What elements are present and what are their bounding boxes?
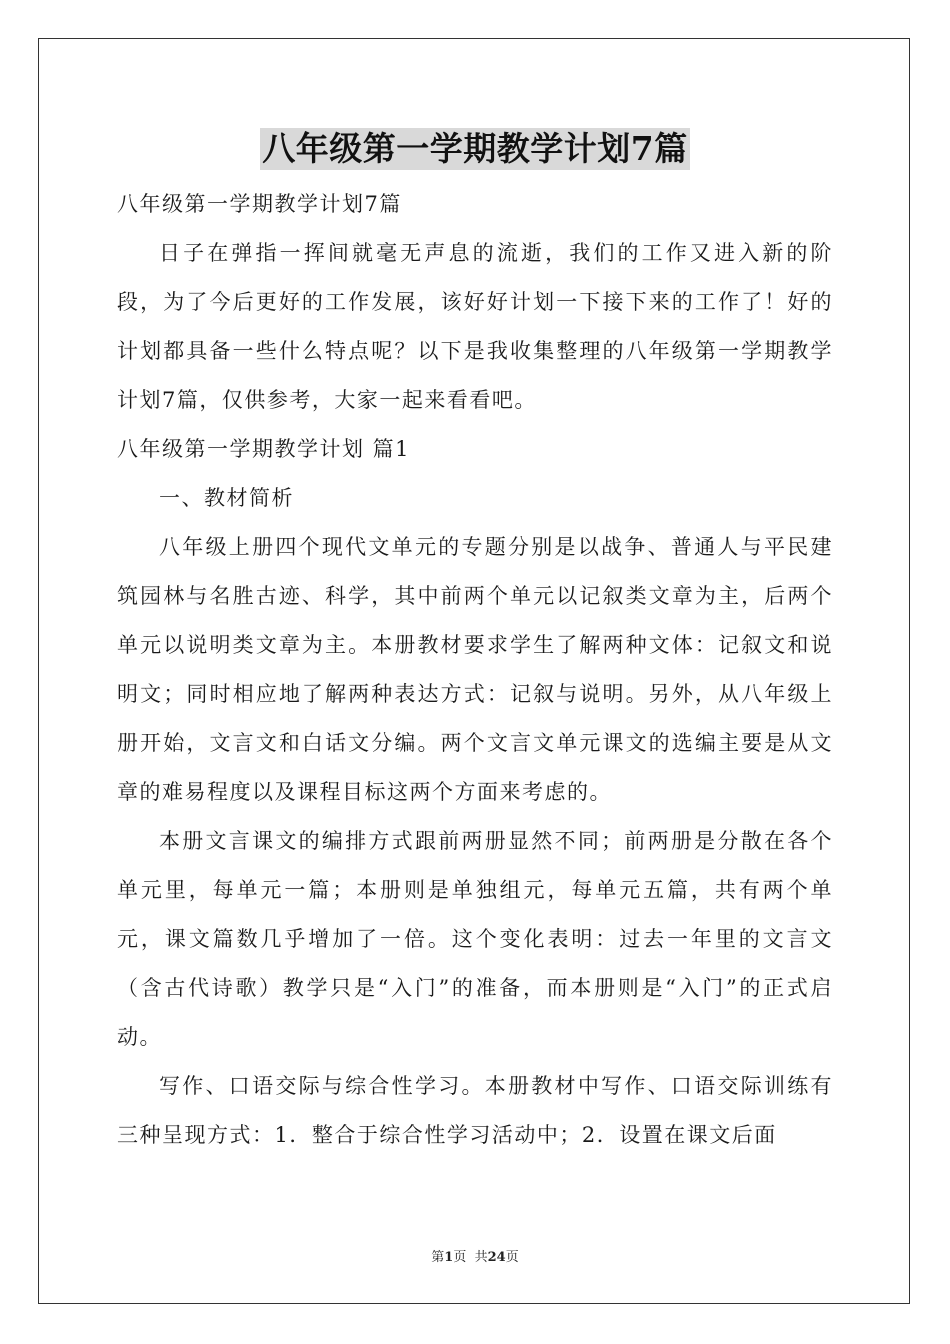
subsection-heading: 一、教材简析 xyxy=(159,486,294,510)
footer-mid: 页 共 xyxy=(453,1250,488,1265)
title-block xyxy=(0,128,950,170)
section-heading: 八年级第一学期教学计划 篇1 xyxy=(117,437,411,461)
paragraph-intro: 日子在弹指一挥间就毫无声息的流逝，我们的工作又进入新的阶段，为了今后更好的工作发展，该好好计划一下接下来的工作了！好的计划都具备一些什么特点呢？以下是我收集整理的八年级第一学期教学计划7篇，仅供参考，大家一起来看看吧。 xyxy=(117,241,833,412)
document-title: 八年级第一学期教学计划7篇 xyxy=(262,129,688,168)
paragraph-body: 写作、口语交际与综合性学习。本册教材中写作、口语交际训练有三种呈现方式：1．整合于综合性学习活动中；2．设置在课文后面 xyxy=(117,1074,833,1147)
footer-suffix: 页 xyxy=(505,1250,519,1265)
footer-prefix: 第 xyxy=(431,1250,445,1265)
page-number-current: 1 xyxy=(444,1250,454,1265)
document-body xyxy=(117,180,833,1160)
page-footer xyxy=(0,1246,950,1265)
page-number-total: 24 xyxy=(487,1250,506,1265)
paragraph-body: 本册文言课文的编排方式跟前两册显然不同；前两册是分散在各个单元里，每单元一篇；本册则是单独组元，每单元五篇，共有两个单元，课文篇数几乎增加了一倍。这个变化表明：过去一年里的文言文（含古代诗歌）教学只是“入门”的准备，而本册则是“入门”的正式启动。 xyxy=(117,829,833,1049)
paragraph-subtitle: 八年级第一学期教学计划7篇 xyxy=(117,192,402,216)
paragraph-body: 八年级上册四个现代文单元的专题分别是以战争、普通人与平民建筑园林与名胜古迹、科学，其中前两个单元以记叙类文章为主，后两个单元以说明类文章为主。本册教材要求学生了解两种文体：记叙文和说明文；同时相应地了解两种表达方式：记叙与说明。另外，从八年级上册开始，文言文和白话文分编。两个文言文单元课文的选编主要是从文章的难易程度以及课程目标这两个方面来考虑的。 xyxy=(117,535,833,804)
